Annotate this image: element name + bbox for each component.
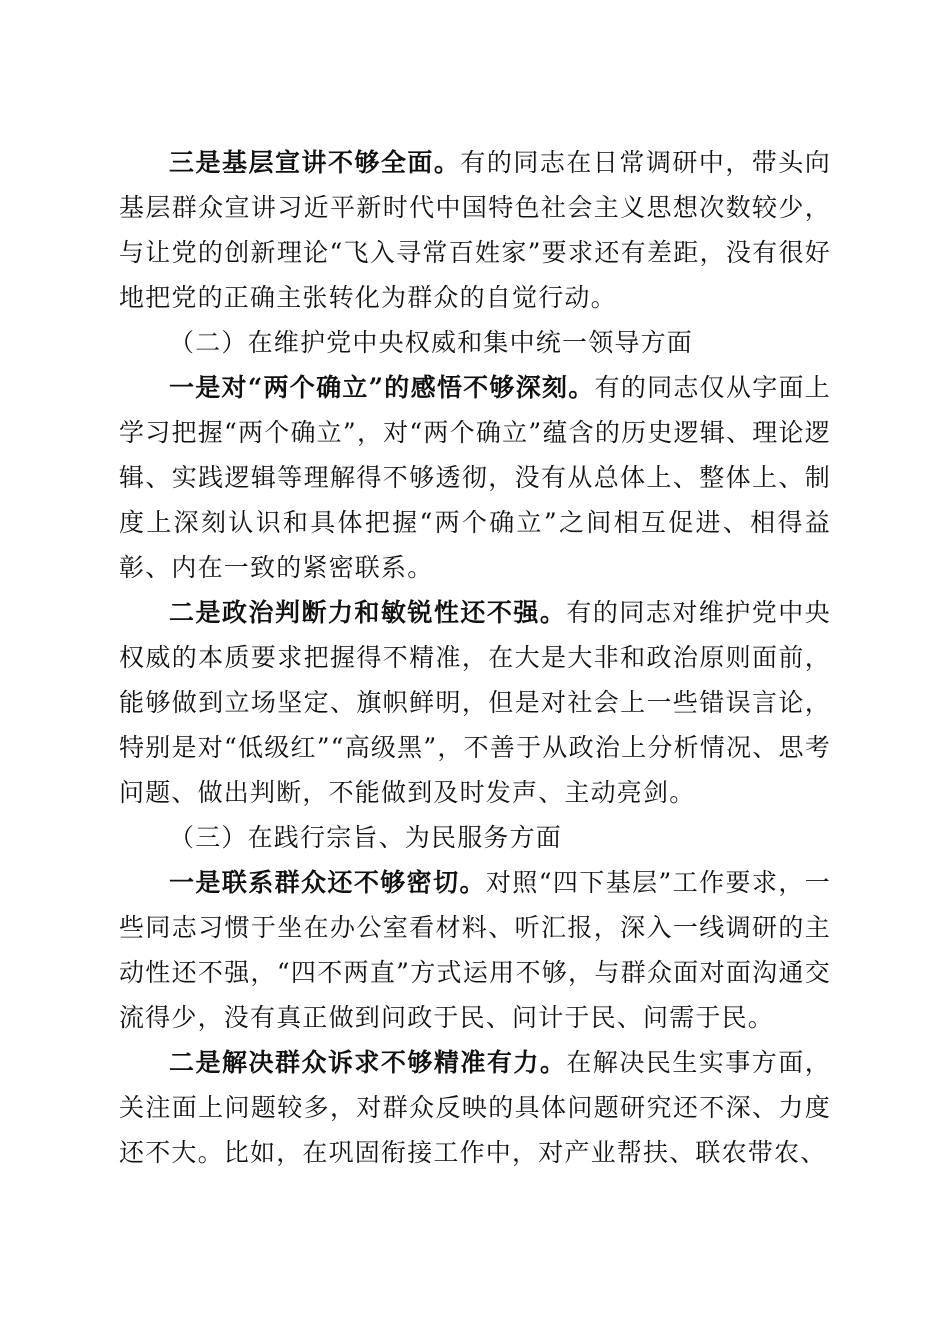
paragraph-body: 对照“四下基层”工作要求，一些同志习惯于坐在办公室看材料、听汇报，深入一线调研的主动性还不强，“四不两直”方式运用不够，与群众面对面沟通交流得少，没有真正做到问政于民、问计于民、问需于民。 [119, 868, 831, 1032]
paragraph-body: 有的同志在日常调研中，带头向基层群众宣讲习近平新时代中国特色社会主义思想次数较少，与让党的创新理论“飞入寻常百姓家”要求还有差距，没有很好地把党的正确主张转化为群众的自觉行动。 [119, 148, 831, 312]
paragraph-lead: 三是基层宣讲不够全面。 [169, 148, 461, 177]
document-body [119, 140, 831, 1175]
paragraph-lead: 二是政治判断力和敏锐性还不强。 [169, 598, 567, 627]
section-heading-2: （二）在维护党中央权威和集中统一领导方面 [169, 328, 694, 357]
paragraph-lead: 一是联系群众还不够密切。 [169, 868, 486, 897]
paragraph-grassroots-lecture [119, 140, 831, 320]
paragraph-body: 有的同志仅从字面上学习把握“两个确立”，对“两个确立”蕴含的历史逻辑、理论逻辑、实践逻辑等理解得不够透彻，没有从总体上、整体上、制度上深刻认识和具体把握“两个确立”之间相互促进、相得益彰、内在一致的紧密联系。 [119, 373, 831, 582]
paragraph-political-judgment [119, 590, 831, 815]
section-heading-3: （三）在践行宗旨、为民服务方面 [169, 823, 563, 852]
paragraph-body: 在解决民生实事方面，关注面上问题较多，对群众反映的具体问题研究还不深、力度还不大。比如，在巩固衔接工作中，对产业帮扶、联农带农、 [119, 1048, 831, 1167]
paragraph-resolve-demands [119, 1040, 831, 1175]
paragraph-two-establishments [119, 365, 831, 590]
paragraph-lead: 二是解决群众诉求不够精准有力。 [169, 1048, 567, 1077]
paragraph-contact-masses [119, 860, 831, 1040]
paragraph-lead: 一是对“两个确立”的感悟不够深刻。 [169, 373, 595, 402]
paragraph-body: 有的同志对维护党中央权威的本质要求把握得不精准，在大是大非和政治原则面前，能够做到立场坚定、旗帜鲜明，但是对社会上一些错误言论，特别是对“低级红”“高级黑”，不善于从政治上分析情况、思考问题、做出判断，不能做到及时发声、主动亮剑。 [119, 598, 831, 807]
